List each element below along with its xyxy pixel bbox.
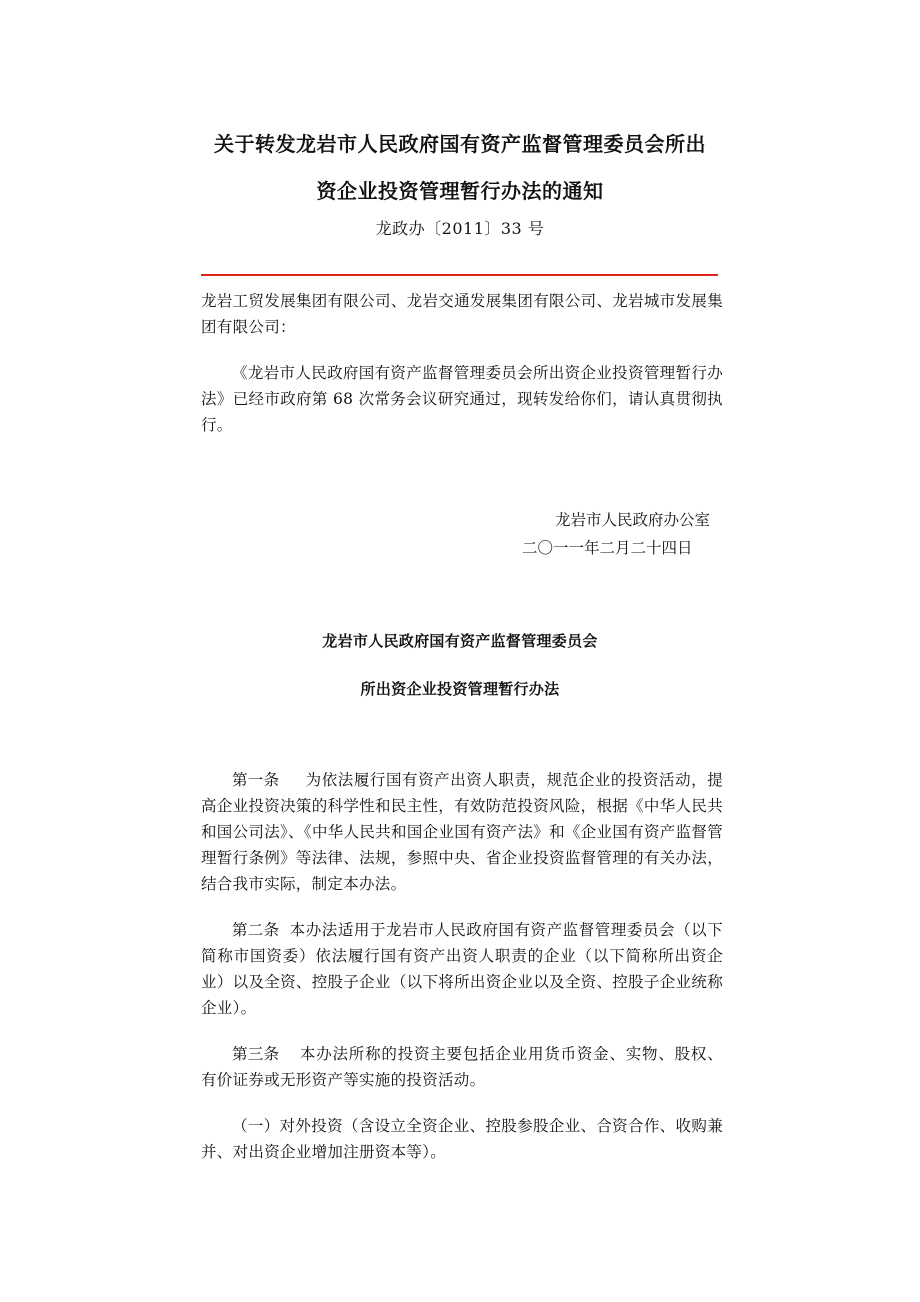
article-text: 本办法所称的投资主要包括企业用货币资金、实物、股权、有价证券或无形资产等实施的投资活动。 bbox=[201, 1045, 723, 1089]
red-divider-line bbox=[201, 274, 718, 276]
notice-title-line-2: 资企业投资管理暂行办法的通知 bbox=[316, 179, 604, 203]
article-label: 第三条 bbox=[232, 1045, 280, 1063]
article-1 bbox=[201, 767, 723, 897]
issuer-signature: 龙岩市人民政府办公室 bbox=[555, 511, 711, 529]
document-number: 龙政办〔2011〕33 号 bbox=[375, 219, 545, 238]
article-text: 为依法履行国有资产出资人职责，规范企业的投资活动，提高企业投资决策的科学性和民主性，有效防范投资风险，根据《中华人民共和国公司法》、《中华人民共和国企业国有资产法》和《企业国有资产监督管理暂行条例》等法律、法规，参照中央、省企业投资监督管理的有关办法，结合我市实际，制定本办法。 bbox=[201, 771, 723, 893]
article-3 bbox=[201, 1041, 723, 1093]
article-label: 第二条 bbox=[232, 921, 280, 939]
issue-date: 二〇一一年二月二十四日 bbox=[522, 539, 693, 557]
article-2 bbox=[201, 917, 723, 1021]
item-text: （一）对外投资（含设立全资企业、控股参股企业、合资合作、收购兼并、对出资企业增加注册资本等）。 bbox=[201, 1117, 723, 1161]
notice-title-line-1: 关于转发龙岩市人民政府国有资产监督管理委员会所出 bbox=[214, 132, 706, 156]
recipients: 龙岩工贸发展集团有限公司、龙岩交通发展集团有限公司、龙岩城市发展集团有限公司： bbox=[201, 292, 723, 336]
article-text: 本办法适用于龙岩市人民政府国有资产监督管理委员会（以下简称市国资委）依法履行国有资产出资人职责的企业（以下简称所出资企业）以及全资、控股子企业（以下将所出资企业以及全资、控股子企业统称企业）。 bbox=[201, 921, 723, 1017]
article-3-item-1 bbox=[201, 1113, 723, 1165]
notice-body-text: 《龙岩市人民政府国有资产监督管理委员会所出资企业投资管理暂行办法》已经市政府第 68 次常务会议研究通过，现转发给你们，请认真贯彻执行。 bbox=[201, 364, 723, 434]
article-label: 第一条 bbox=[232, 771, 280, 789]
notice-body-paragraph bbox=[201, 360, 723, 438]
regulation-title-line-1: 龙岩市人民政府国有资产监督管理委员会 bbox=[322, 632, 598, 650]
regulation-title-line-2: 所出资企业投资管理暂行办法 bbox=[360, 680, 560, 698]
